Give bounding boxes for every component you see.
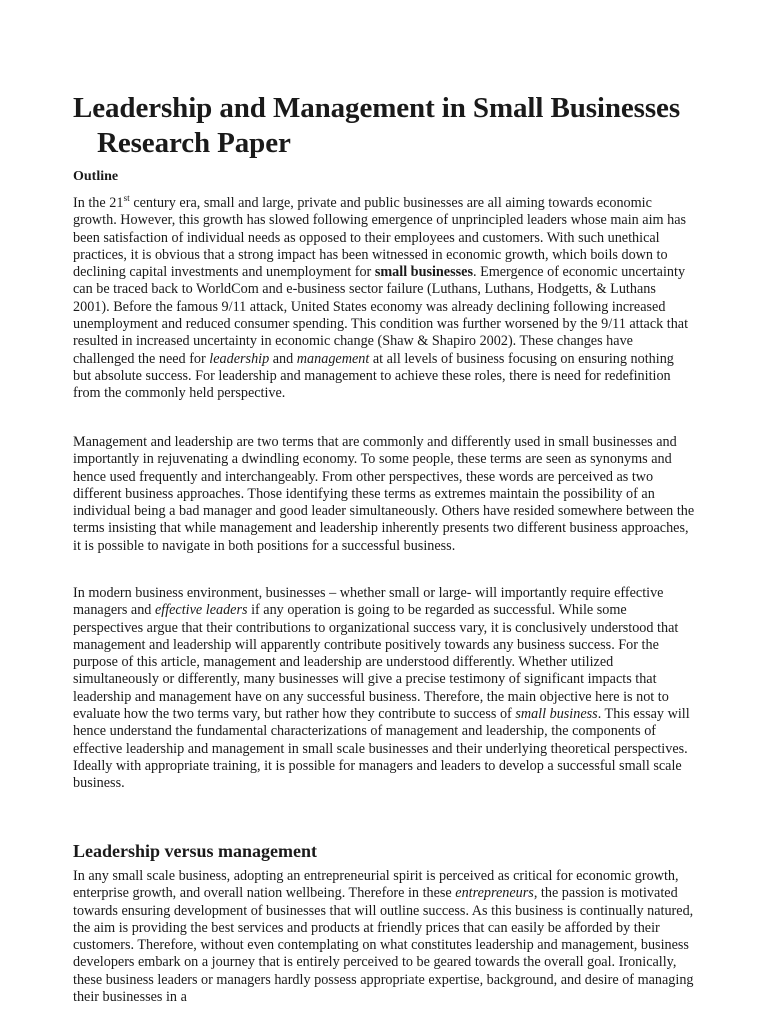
paragraph-small-scale bbox=[73, 868, 695, 1006]
paragraph-text: In any small scale business, adopting an entrepreneurial spirit is perceived as critical for economic growth, enterprise growth, and overall nation wellbeing. Therefore in these bbox=[73, 868, 679, 902]
italic-term: management bbox=[296, 350, 370, 367]
paragraph-text: . Emergence of economic uncertainty can be traced back to WorldCom and e-business sector failure (Luthans, Luthans, Hodgetts, & Luthans 2001). Before the famous 9/11 attack, United States economy was already declining following increased unemployment and reduced consumer spending. This condition was further worsened by the 9/11 attack that resulted in increased uncertainty in economic change (Shaw & Shapiro 2002). These changes have challenged the need for bbox=[73, 264, 689, 367]
italic-term: leadership bbox=[209, 350, 270, 367]
paragraph-text: and bbox=[269, 350, 297, 367]
paragraph-text: at all levels of business focusing on ensuring nothing but absolute success. For leadership and management to achieve these roles, there is need for redefinition from the commonly held perspective. bbox=[73, 350, 674, 402]
paragraph-intro bbox=[73, 195, 695, 403]
section-heading: Leadership versus management bbox=[73, 841, 317, 861]
paragraph-text: In the 21 bbox=[73, 195, 124, 211]
paragraph-text: . This essay will hence understand the fundamental characterizations of management and leadership, the components of effective leadership and management in small scale businesses and their underlying theoretical perspectives. Ideally with appropriate training, it is possible for managers and leaders to develop a successful small scale business. bbox=[73, 706, 690, 792]
document-title: Leadership and Management in Small Businesses Research Paper bbox=[73, 92, 681, 159]
superscript-text: st bbox=[123, 194, 130, 204]
paragraph-modern-business bbox=[73, 585, 695, 793]
paragraph-text: if any operation is going to be regarded as successful. While some perspectives argue that their contributions to organizational success vary, it is conclusively understood that management and leadership will apparently contribute positively towards any business success. For the purpose of this article, management and leadership are understood differently. Whether utilized simultaneously or differently, many businesses will give a precise testimony of significant impacts that leadership and management have on any successful business. Therefore, the main objective here is not to evaluate how the two terms vary, but rather how they contribute to success of bbox=[73, 602, 679, 723]
italic-term: small business bbox=[515, 706, 598, 723]
paragraph-text: , the passion is motivated towards ensuring development of businesses that will outline success. As this business is continually natured, the aim is providing the best services and products at friendly prices that can easily be afforded by their customers. Therefore, without even contemplating on what constitutes leadership and management, business developers embark on a journey that is entirely perceived to be geared towards the overall goal. Ironically, these business leaders or managers hardly possess appropriate expertise, background, and desire of managing their businesses in a bbox=[73, 885, 694, 1006]
italic-term: effective leaders bbox=[154, 602, 248, 619]
italic-term: entrepreneurs bbox=[455, 885, 534, 902]
paragraph-text: In modern business environment, businesses – whether small or large- will importantly require effective managers and bbox=[73, 585, 664, 619]
outline-heading: Outline bbox=[73, 169, 119, 184]
paragraph-text: century era, small and large, private and public businesses are all aiming towards economic growth. However, this growth has slowed following emergence of unprincipled leaders whose main aim has been satisfaction of individual needs as opposed to their employees and customers. With such unethical practices, it is obvious that a strong impact has been witnessed in economic growth, which boils down to declining capital investments and unemployment for bbox=[73, 195, 687, 281]
paragraph-management-leadership: Management and leadership are two terms that are commonly and differently used in small businesses and importantly in rejuvenating a dwindling economy. To some people, these terms are seen as synonyms and hence used frequently and interchangeably. From other perspectives, these words are perceived as two different business approaches. Those identifying these terms as extremes maintain the possibility of an individual being a bad manager and good leader simultaneously. Others have resided somewhere between the terms insisting that while management and leadership inherently presents two different business approaches, it is possible to navigate in both positions for a successful business. bbox=[73, 434, 695, 554]
bold-term: small businesses bbox=[374, 264, 473, 281]
